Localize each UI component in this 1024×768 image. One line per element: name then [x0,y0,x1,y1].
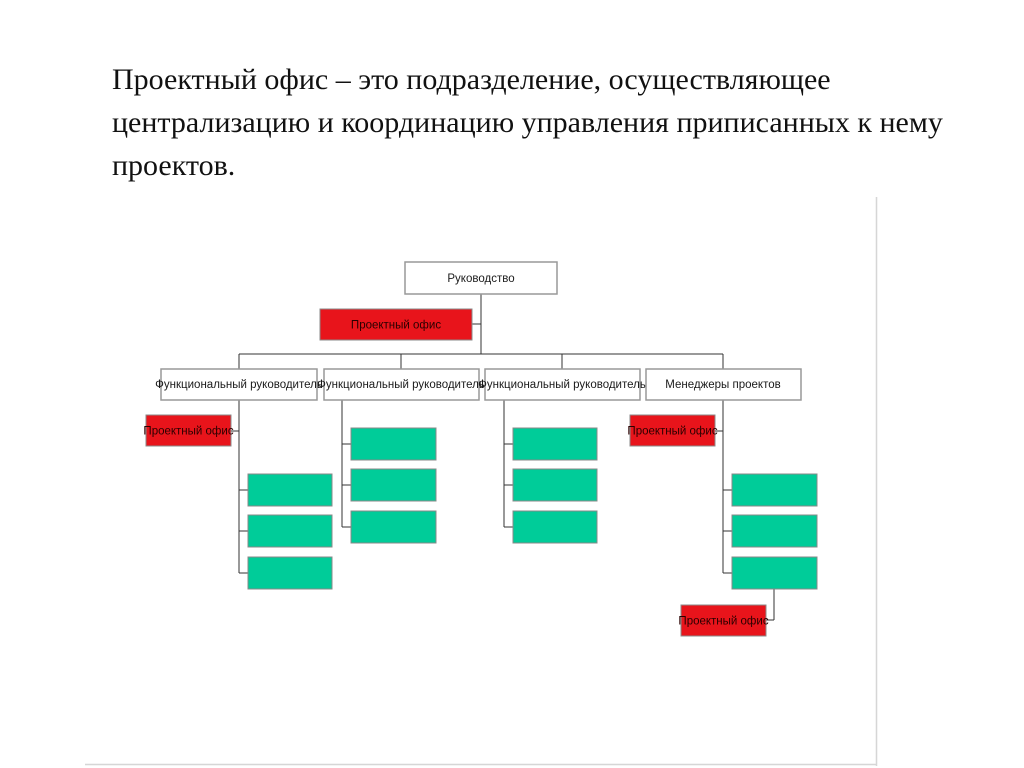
department-node-4 [646,369,801,400]
department-label-3: Функциональный руководитель [478,379,646,391]
slide-heading: Проектный офис – это подразделение, осуществляющее централизацию и координацию управления приписанных к нему проектов. [112,63,943,182]
department-node-1 [155,369,323,400]
project-office-top [320,309,472,340]
project-office-right-label: Проектный офис [627,425,718,438]
unit-box [351,428,436,460]
project-office-bottom [678,605,768,636]
management-node [405,262,557,294]
project-office-left [143,415,233,446]
project-office-right [627,415,717,446]
project-office-top-label: Проектный офис [350,319,442,332]
unit-box [732,474,817,506]
unit-box [351,469,436,501]
unit-box [248,515,332,547]
project-office-bottom-label: Проектный офис [678,615,769,628]
unit-box [513,469,597,501]
unit-box [248,474,332,506]
department-node-2 [317,369,485,400]
department-label-2: Функциональный руководитель [317,379,485,391]
unit-box [732,515,817,547]
unit-box [513,428,597,460]
unit-box [248,557,332,589]
department-label-4: Менеджеры проектов [665,379,781,391]
project-office-left-label: Проектный офис [143,425,234,438]
unit-box [513,511,597,543]
unit-boxes [248,425,817,589]
department-node-3 [478,369,646,400]
management-label: Руководство [447,273,515,285]
unit-box [351,511,436,543]
unit-box [732,557,817,589]
department-label-1: Функциональный руководитель [155,379,323,391]
